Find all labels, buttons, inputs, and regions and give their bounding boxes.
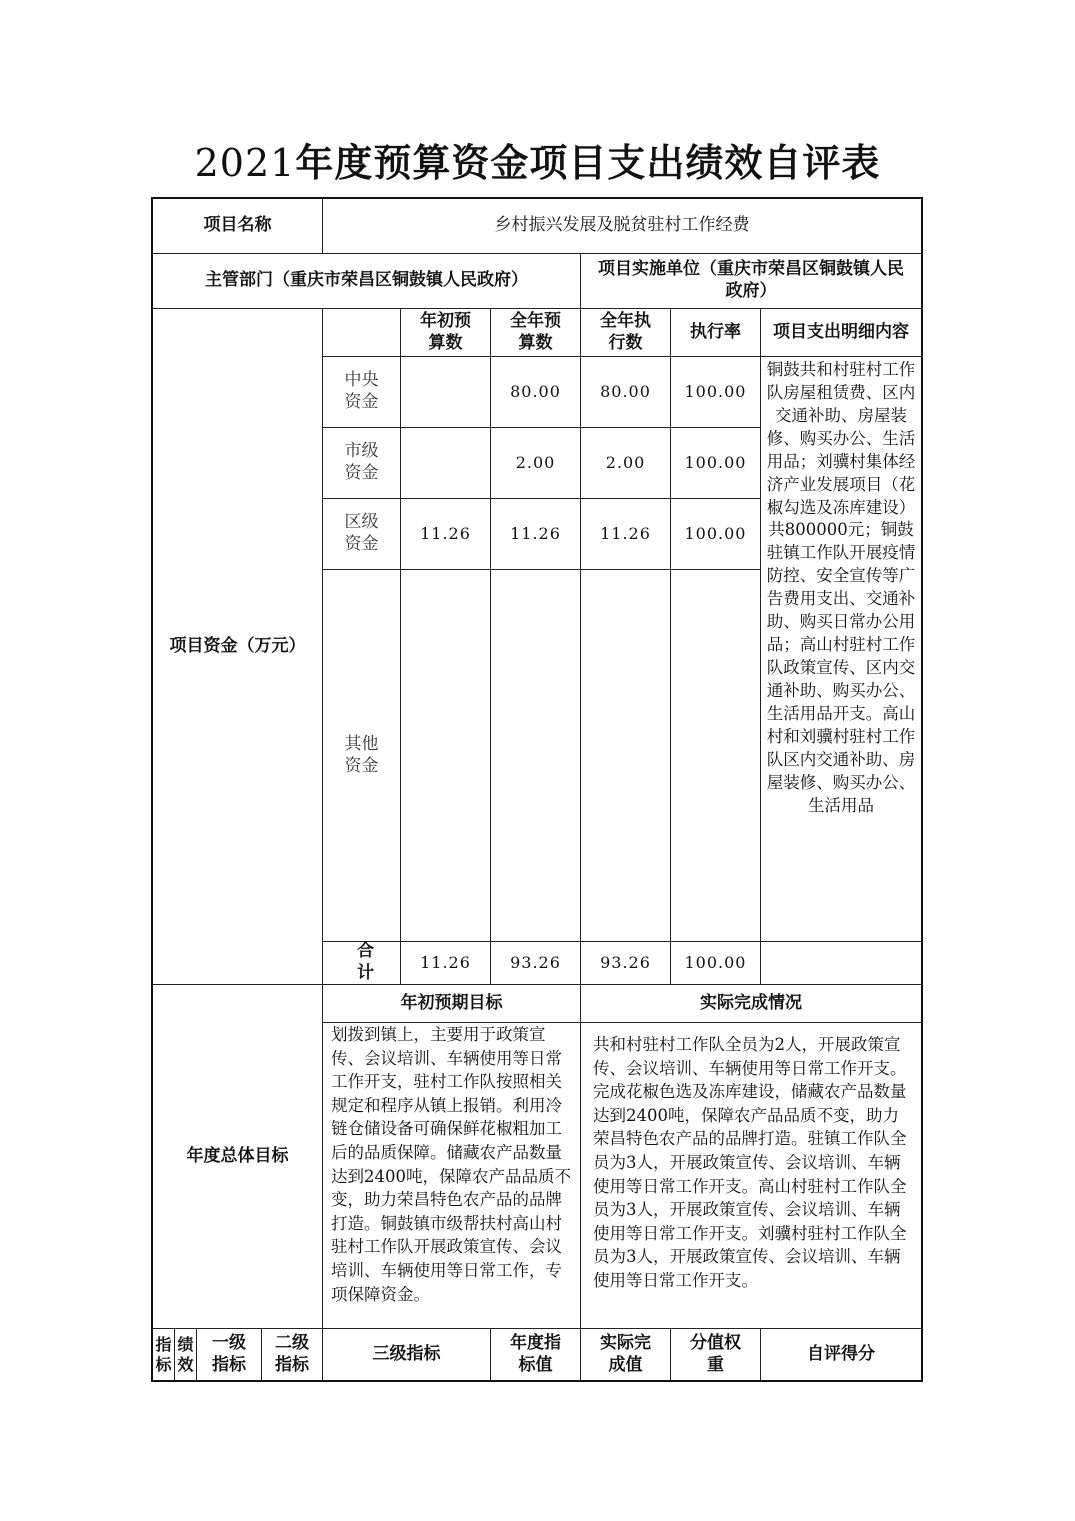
fund-row-annual: 80.00 xyxy=(490,356,581,428)
fund-total-executed: 93.26 xyxy=(580,941,671,985)
header-annual-target: 年度指标值 xyxy=(490,1328,581,1382)
project-name-label: 项目名称 xyxy=(152,198,323,254)
header-annual-budget: 全年预算数 xyxy=(490,308,581,357)
header-initial-budget: 年初预算数 xyxy=(400,308,491,357)
header-detail-content: 项目支出明细内容 xyxy=(760,308,922,357)
implementing-unit: 项目实施单位（重庆市荣昌区铜鼓镇人民政府） xyxy=(580,253,922,309)
fund-row-executed: 2.00 xyxy=(580,427,671,499)
fund-row-name: 区级资金 xyxy=(322,498,401,570)
funds-label: 项目资金（万元） xyxy=(152,308,323,985)
header-annual-executed: 全年执行数 xyxy=(580,308,671,357)
fund-total-rate: 100.00 xyxy=(670,941,761,985)
fund-row-annual: 2.00 xyxy=(490,427,581,499)
header-level-3: 三级指标 xyxy=(322,1328,491,1382)
fund-total-name: 合计 xyxy=(322,941,401,985)
fund-total-detail xyxy=(760,941,922,985)
annual-goal-label: 年度总体目标 xyxy=(152,984,323,1329)
header-level-2: 二级指标 xyxy=(261,1328,323,1382)
fund-row-initial: 11.26 xyxy=(400,498,491,570)
fund-row-initial xyxy=(400,427,491,499)
page-title: 2021年度预算资金项目支出绩效自评表 xyxy=(194,140,881,185)
fund-row-rate: 100.00 xyxy=(670,427,761,499)
supervisor-department: 主管部门（重庆市荣昌区铜鼓镇人民政府） xyxy=(152,253,581,309)
header-performance: 绩效 xyxy=(174,1328,197,1382)
header-execution-rate: 执行率 xyxy=(670,308,761,357)
fund-row-annual: 11.26 xyxy=(490,498,581,570)
header-level-1: 一级指标 xyxy=(196,1328,262,1382)
funds-header-blank xyxy=(322,308,401,357)
expected-goal-text: 划拨到镇上，主要用于政策宣传、会议培训、车辆使用等日常工作开支，驻村工作队按照相关规定和程序从镇上报销。利用冷链仓储设备可确保鲜花椒粗加工后的品质保障。储藏农产品数量达到2400吨，保障农产品品质不变，助力荣昌特色农产品的品牌打造。铜鼓镇市级帮扶村高山村驻村工作队开展政策宣传、会议培训、车辆使用等日常工作，专项保障资金。 xyxy=(322,1022,581,1329)
fund-total-initial: 11.26 xyxy=(400,941,491,985)
project-name-value: 乡村振兴发展及脱贫驻村工作经费 xyxy=(322,198,922,254)
header-indicator: 指标 xyxy=(152,1328,175,1382)
header-actual-value: 实际完成值 xyxy=(580,1328,671,1382)
actual-completion-header: 实际完成情况 xyxy=(580,984,922,1023)
fund-row-rate xyxy=(670,569,761,942)
fund-row-initial xyxy=(400,356,491,428)
fund-row-name: 中央资金 xyxy=(322,356,401,428)
fund-row-name: 市级资金 xyxy=(322,427,401,499)
fund-detail-content: 铜鼓共和村驻村工作队房屋租赁费、区内交通补助、房屋装修、购买办公、生活用品；刘骥村集体经济产业发展项目（花椒勾选及冻库建设）共800000元；铜鼓驻镇工作队开展疫情防控、安全宣传等广告费用支出、交通补助、购买日常办公用品；高山村驻村工作队政策宣传、区内交通补助、购买办公、生活用品开支。高山村和刘骥村驻村工作队区内交通补助、房屋装修、购买办公、生活用品 xyxy=(760,356,922,942)
fund-row-annual xyxy=(490,569,581,942)
fund-row-initial xyxy=(400,569,491,942)
fund-total-annual: 93.26 xyxy=(490,941,581,985)
fund-row-executed: 11.26 xyxy=(580,498,671,570)
header-weight: 分值权重 xyxy=(670,1328,761,1382)
actual-completion-text: 共和村驻村工作队全员为2人，开展政策宣传、会议培训、车辆使用等日常工作开支。完成花椒色选及冻库建设，储藏农产品数量达到2400吨，保障农产品品质不变，助力荣昌特色农产品的品牌打造。驻镇工作队全员为3人，开展政策宣传、会议培训、车辆使用等日常工作开支。高山村驻村工作队全员为3人，开展政策宣传、会议培训、车辆使用等日常工作开支。刘骥村驻村工作队全员为3人，开展政策宣传、会议培训、车辆使用等日常工作开支。 xyxy=(580,1022,922,1329)
fund-row-rate: 100.00 xyxy=(670,356,761,428)
fund-row-executed xyxy=(580,569,671,942)
fund-row-name: 其他资金 xyxy=(322,569,401,942)
fund-row-rate: 100.00 xyxy=(670,498,761,570)
fund-row-executed: 80.00 xyxy=(580,356,671,428)
header-self-score: 自评得分 xyxy=(760,1328,922,1382)
expected-goal-header: 年初预期目标 xyxy=(322,984,581,1023)
